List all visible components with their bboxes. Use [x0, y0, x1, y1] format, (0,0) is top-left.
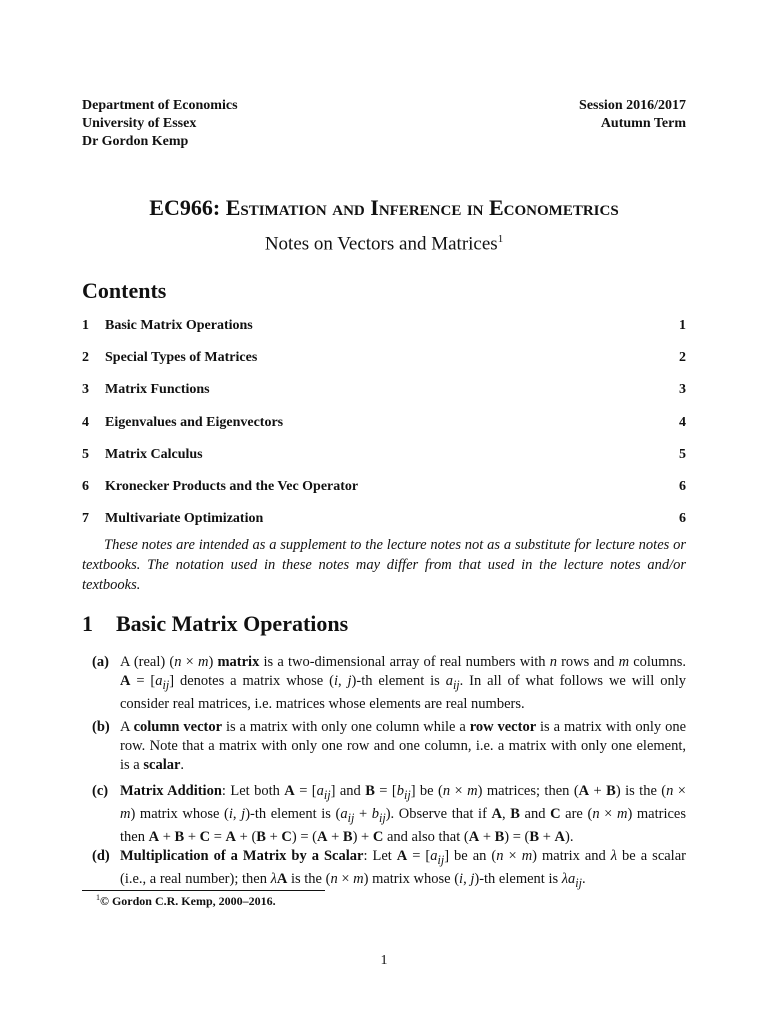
item-c-text: Matrix Addition: Let both $A = [a_{ij}]$ and $B = [b_{ij}]$ be (n × m) matrices; then (A + B) is the (n × m) matrix whose (i, j)-th element is $(a_{ij} + b_{ij})$. Observe that if A, B and C are (n × m) matrices then A + B + C = A + (B + C) = (A + B) + C and also that (A + B) = (B + A). — [120, 783, 687, 845]
footnote: $^1$© Gordon C.R. Kemp, 2000–2016. — [96, 893, 276, 908]
item-b: (b) A column vector is a matrix with only one column while a row vector is a matrix with only one row. Note that a matrix with only one row and one column, i.e. a matrix with only one element, is a scalar. — [92, 719, 687, 773]
toc-entry[interactable]: 4 Eigenvalues and Eigenvectors 4 — [82, 415, 686, 430]
item-d-text: Multiplication of a Matrix by a Scalar: Let $A = [a_{ij}]$ be an (n × m) matrix and λ be a scalar (i.e., a real number); then λA is the (n × m) matrix whose (i, j)-th element is $\lambda a_{ij}$. — [120, 848, 686, 890]
item-b-text: A column vector is a matrix with only one column while a row vector is a matrix with only one row. Note that a matrix with only one row and one column, i.e. a matrix with only one element, is a scalar. — [120, 719, 687, 773]
footnote-marker[interactable]: 1 — [497, 233, 504, 245]
item-c: (c) Matrix Addition: Let both $A = [a_{ij}]$ and $B = [b_{ij}]$ be (n × m) matrices; then (A + B) is the (n × m) matrix whose (i, j)-th element is $(a_{ij} + b_{ij})$. Observe that if A, B and C are (n × m) matrices then A + B + C = A + (B + C) = (A + B) + C and also that (A + B) = (B + A). — [92, 783, 687, 845]
department-name: Department of Economics — [82, 98, 238, 113]
header-right — [579, 97, 686, 133]
course-name: Estimation and Inference in Econometrics — [225, 195, 619, 220]
toc-entry[interactable]: 1 Basic Matrix Operations 1 — [82, 318, 686, 333]
session-label: Session 2016/2017 — [579, 98, 686, 113]
page-number: 1 — [380, 953, 388, 968]
item-a: (a) A (real) (n × m) matrix is a two-dimensional array of real numbers with n rows and m columns. $A = [a_{ij}]$ denotes a matrix whose (i, j)-th element is $a_{ij}$. In all of what follows we will only consider real matrices, i.e. matrices whose elements are real numbers. — [92, 654, 686, 712]
term-label: Autumn Term — [600, 116, 686, 131]
toc-entry[interactable]: 3 Matrix Functions 3 — [82, 382, 686, 397]
footnote-rule — [82, 890, 325, 891]
toc-entry[interactable]: 5 Matrix Calculus 5 — [82, 447, 686, 462]
header-left — [82, 97, 238, 151]
contents-heading: Contents — [82, 278, 167, 303]
author-name: Dr Gordon Kemp — [82, 134, 189, 149]
toc-entry[interactable]: 2 Special Types of Matrices 2 — [82, 350, 686, 365]
course-code: EC966: — [149, 195, 226, 220]
section-heading: 1 Basic Matrix Operations — [82, 611, 349, 636]
university-name: University of Essex — [82, 116, 197, 131]
document-title — [0, 195, 768, 221]
intro-note: These notes are intended as a supplement to the lecture notes not as a substitute for lecture notes or textbooks. The notation used in these notes may differ from that used in the lecture notes and/or textbooks. — [82, 537, 686, 593]
item-a-text: A (real) (n × m) matrix is a two-dimensional array of real numbers with n rows and m columns. $A = [a_{ij}]$ denotes a matrix whose (i, j)-th element is $a_{ij}$. In all of what follows we will only consider real matrices, i.e. matrices whose elements are real numbers. — [120, 654, 686, 712]
document-subtitle: Notes on Vectors and Matrices$^1$ — [264, 233, 504, 255]
toc-entry[interactable]: 6 Kronecker Products and the Vec Operator 6 — [82, 479, 686, 494]
toc-entry[interactable]: 7 Multivariate Optimization 6 — [82, 511, 686, 526]
item-d: (d) Multiplication of a Matrix by a Scalar: Let $A = [a_{ij}]$ be an (n × m) matrix and λ be a scalar (i.e., a real number); then λA is the (n × m) matrix whose (i, j)-th element is $\lambda a_{ij}$. — [92, 847, 686, 893]
